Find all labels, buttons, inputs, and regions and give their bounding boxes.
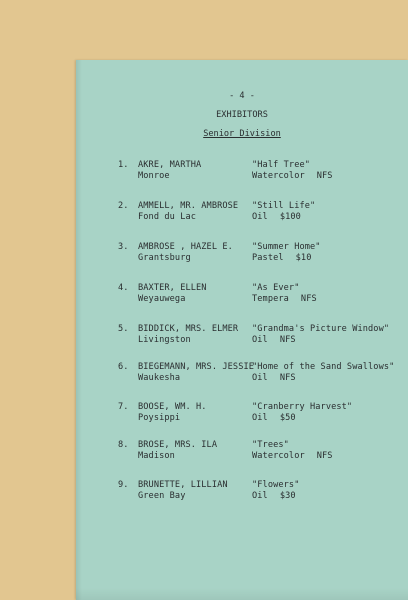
entry-number: 7. xyxy=(118,402,129,412)
entry-number: 6. xyxy=(118,362,129,372)
artwork-medium-price xyxy=(252,212,301,222)
exhibitor-name: AMBROSE , HAZEL E. xyxy=(138,242,233,252)
exhibitor-location: Waukesha xyxy=(138,373,181,383)
artwork-medium: Tempera xyxy=(252,294,289,304)
artwork-medium: Watercolor xyxy=(252,451,305,461)
artwork-price: $10 xyxy=(295,253,312,263)
exhibitor-location: Livingston xyxy=(138,335,191,345)
document-page xyxy=(76,60,408,600)
artwork-medium-price xyxy=(252,373,296,383)
exhibitor-name: BAXTER, ELLEN xyxy=(138,283,207,293)
page-crease-shadow xyxy=(76,60,82,600)
exhibitor-location: Fond du Lac xyxy=(138,212,197,222)
exhibitor-name: BOOSE, WM. H. xyxy=(138,402,207,412)
artwork-medium: Watercolor xyxy=(252,171,305,181)
artwork-medium-price xyxy=(252,294,317,304)
artwork-title: "As Ever" xyxy=(252,283,300,293)
artwork-price: NFS xyxy=(300,294,317,304)
exhibitor-name: BIDDICK, MRS. ELMER xyxy=(138,324,239,334)
exhibitor-name: AKRE, MARTHA xyxy=(138,160,202,170)
artwork-medium: Oil xyxy=(252,212,268,222)
artwork-price: NFS xyxy=(279,335,296,345)
artwork-title: "Still Life" xyxy=(252,201,316,211)
page-number: - 4 - xyxy=(229,91,255,101)
artwork-price: NFS xyxy=(316,451,333,461)
artwork-medium-price xyxy=(252,491,296,501)
section-heading xyxy=(76,129,408,139)
artwork-price: $50 xyxy=(279,413,296,423)
artwork-medium: Oil xyxy=(252,491,268,501)
artwork-medium: Oil xyxy=(252,413,268,423)
exhibitor-name: BROSE, MRS. ILA xyxy=(138,440,218,450)
artwork-title: "Summer Home" xyxy=(252,242,321,252)
exhibitor-name: BRUNETTE, LILLIAN xyxy=(138,480,228,490)
page-title: EXHIBITORS xyxy=(216,110,268,120)
exhibitor-location: Monroe xyxy=(138,171,170,181)
artwork-medium-price xyxy=(252,171,333,181)
artwork-title: "Grandma's Picture Window" xyxy=(252,324,390,334)
exhibitor-location: Grantsburg xyxy=(138,253,191,263)
artwork-title: "Half Tree" xyxy=(252,160,311,170)
artwork-medium: Oil xyxy=(252,373,268,383)
artwork-medium-price xyxy=(252,451,333,461)
entry-number: 9. xyxy=(118,480,129,490)
entry-number: 4. xyxy=(118,283,129,293)
artwork-medium-price xyxy=(252,253,311,263)
artwork-medium: Oil xyxy=(252,335,268,345)
entry-number: 8. xyxy=(118,440,129,450)
artwork-price: NFS xyxy=(316,171,333,181)
artwork-title: "Home of the Sand Swallows" xyxy=(252,362,395,372)
entry-number: 3. xyxy=(118,242,129,252)
artwork-title: "Cranberry Harvest" xyxy=(252,402,353,412)
entry-number: 2. xyxy=(118,201,129,211)
exhibitor-location: Weyauwega xyxy=(138,294,186,304)
entry-number: 1. xyxy=(118,160,129,170)
exhibitor-location: Poysippi xyxy=(138,413,181,423)
entry-number: 5. xyxy=(118,324,129,334)
page-bottom-shadow xyxy=(76,588,408,600)
artwork-medium-price xyxy=(252,413,296,423)
exhibitor-name: AMMELL, MR. AMBROSE xyxy=(138,201,239,211)
exhibitor-location: Green Bay xyxy=(138,491,186,501)
artwork-medium: Pastel xyxy=(252,253,284,263)
artwork-title: "Flowers" xyxy=(252,480,300,490)
artwork-medium-price xyxy=(252,335,296,345)
exhibitor-name: BIEGEMANN, MRS. JESSIE xyxy=(138,362,255,372)
artwork-title: "Trees" xyxy=(252,440,289,450)
artwork-price: NFS xyxy=(279,373,296,383)
artwork-price: $30 xyxy=(279,491,296,501)
section-heading-text: Senior Division xyxy=(203,129,281,139)
artwork-price: $100 xyxy=(279,212,301,222)
exhibitor-location: Madison xyxy=(138,451,175,461)
